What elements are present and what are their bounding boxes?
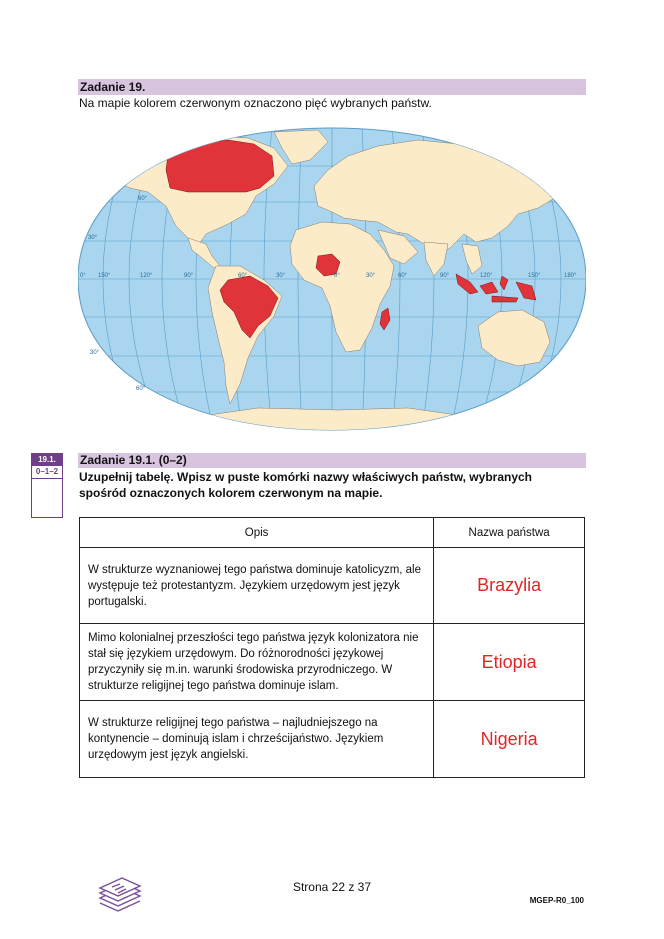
lon-label-90e: 90° [440, 273, 450, 279]
table-row [80, 701, 585, 778]
new-zealand-landmass [558, 360, 568, 380]
table-row [80, 548, 585, 624]
lon-label-120e: 120° [480, 273, 493, 279]
page-number: Strona 22 z 37 [292, 880, 372, 894]
answer-table [79, 517, 585, 778]
answer-field[interactable]: Brazylia [434, 548, 585, 624]
lon-label-180: 180° [564, 273, 577, 279]
task-header: Zadanie 19. [78, 79, 586, 95]
subtask-header: Zadanie 19.1. (0–2) [78, 453, 586, 468]
document-code: MGEP-R0_100 [529, 896, 584, 905]
score-box [31, 453, 63, 518]
lon-label-90w: 90° [184, 273, 194, 279]
lon-label-150e: 150° [528, 273, 541, 279]
lon-label-120w: 120° [140, 273, 153, 279]
lat-label-60n: 60° [138, 196, 148, 202]
lon-label-30e: 30° [366, 273, 376, 279]
lat-label-30s: 30° [90, 350, 100, 356]
subtask-instruction: Uzupełnij tabelę. Wpisz w puste komórki nazwy właściwych państw, wybranych spośród oznaczonych kolorem czerwonym na mapie. [79, 470, 532, 500]
lat-label-30n: 30° [88, 235, 98, 241]
lon-label-0: 0° [334, 273, 340, 279]
column-header-country: Nazwa państwa [434, 518, 585, 548]
lon-label-60e: 60° [398, 273, 408, 279]
score-id: 19.1. [31, 453, 63, 466]
lat-label-60s: 60° [136, 386, 146, 392]
column-header-description: Opis [80, 518, 434, 548]
canada-region [166, 140, 274, 192]
table-header-row [80, 518, 585, 548]
score-range: 0–1–2 [31, 466, 63, 479]
answer-field[interactable]: Etiopia [434, 624, 585, 701]
row-description: Mimo kolonialnej przeszłości tego państwa język kolonizatora nie stał się językiem urzędowym. Do różnorodności językowej przyczyniły się m.in. warunki środowiska przyrodniczego. W strukturze religijnej tego państwa dominuje islam. [80, 624, 434, 701]
answer-field[interactable]: Nigeria [434, 701, 585, 778]
lon-label-60w: 60° [238, 273, 248, 279]
lon-label-30w: 30° [276, 273, 286, 279]
lon-label-150w: 150° [98, 273, 111, 279]
lat-label-0: 0° [80, 273, 86, 279]
world-map [78, 126, 586, 432]
task-intro: Na mapie kolorem czerwonym oznaczono pięć wybranych państw. [79, 96, 432, 110]
score-field[interactable] [31, 479, 63, 518]
table-row [80, 624, 585, 701]
row-description: W strukturze religijnej tego państwa – najludniejszego na kontynencie – dominują islam i chrześcijaństwo. Językiem urzędowym jest język angielski. [80, 701, 434, 778]
row-description: W strukturze wyznaniowej tego państwa dominuje katolicyzm, ale występuje też protestantyzm. Językiem urzędowym jest język portugalski. [80, 548, 434, 624]
